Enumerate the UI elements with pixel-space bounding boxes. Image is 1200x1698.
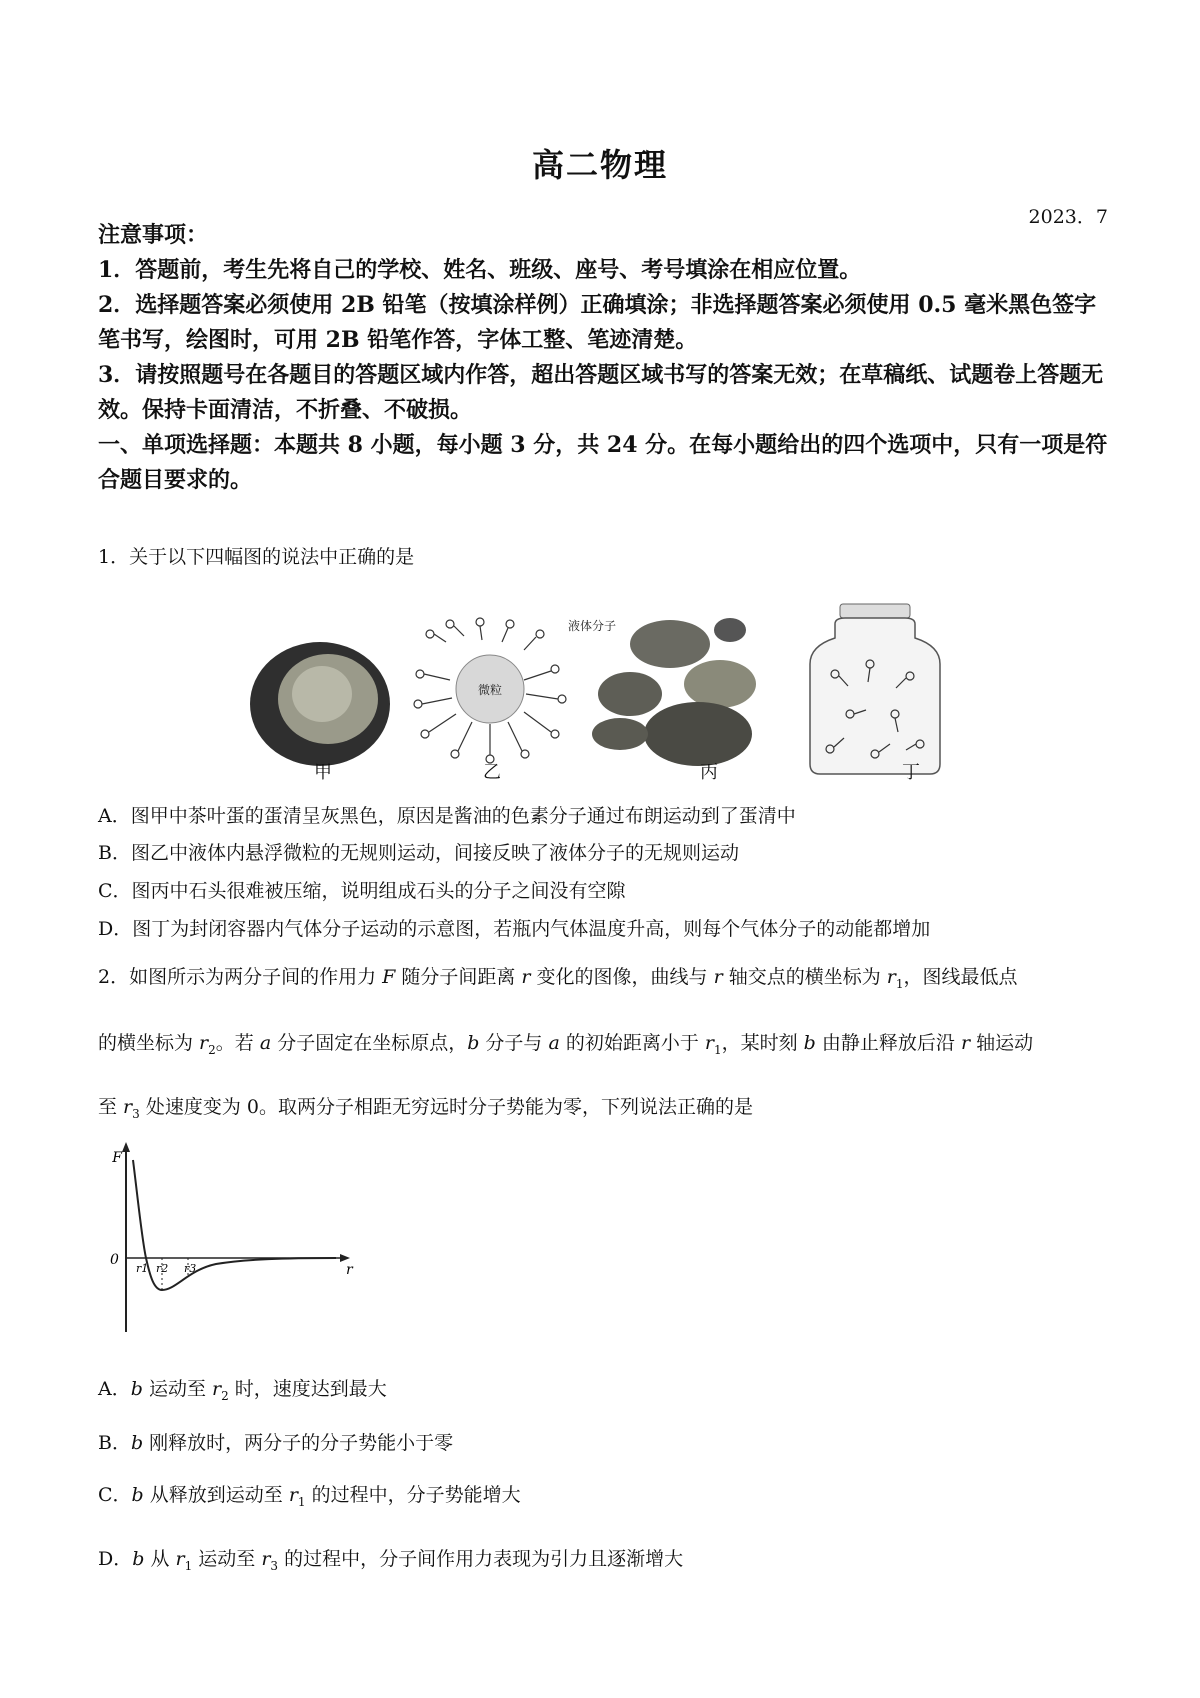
graph-origin: 0 [110, 1252, 119, 1268]
egg-figure [250, 642, 390, 766]
q2-option-d: D．b 从 $r_1$ 运动至 $r_3$ 的过程中，分子间作用力表现为引力且逐渐增大 [98, 1548, 684, 1573]
notice-item-1: 1．答题前，考生先将自己的学校、姓名、班级、座号、考号填涂在相应位置。 [98, 257, 862, 283]
liquid-molecule-label: 液体分子 [568, 619, 617, 633]
section-heading: 一、单项选择题：本题共 8 小题，每小题 3 分，共 24 分。在每小题给出的四个选项中，只有一项是符合题目要求的。 [98, 432, 1108, 493]
q2-option-c: C．b 从释放到运动至 $r_1$ 的过程中，分子势能增大 [98, 1484, 521, 1509]
q2-stem-line-3: 至 $r_3$ 处速度变为 0。取两分子相距无穷远时分子势能为零，下列说法正确的是 [98, 1096, 753, 1121]
graph-x-label: r [346, 1262, 353, 1278]
q1-option-b: B．图乙中液体内悬浮微粒的无规则运动，间接反映了液体分子的无规则运动 [98, 842, 739, 864]
graph-tick-r2: r2 [156, 1262, 169, 1275]
q2-stem-line-1: 2．如图所示为两分子间的作用力 F 随分子间距离 r 变化的图像，曲线与 r 轴交点的横坐标为 $r_1$，图线最低点 [98, 966, 1018, 991]
q1-option-d: D．图丁为封闭容器内气体分子运动的示意图，若瓶内气体温度升高，则每个气体分子的动能都增加 [98, 918, 931, 940]
force-distance-graph [96, 1140, 356, 1340]
stones-figure [592, 618, 756, 766]
q2-option-a: A．b 运动至 $r_2$ 时，速度达到最大 [98, 1378, 387, 1403]
graph-tick-r1: r1 [136, 1262, 149, 1275]
notice-item-3: 3．请按照题号在各题目的答题区域内作答，超出答题区域书写的答案无效；在草稿纸、试题卷上答题无效。保持卡面清洁，不折叠、不破损。 [98, 362, 1104, 423]
graph-y-label: F [112, 1150, 122, 1166]
q1-figures [250, 594, 970, 784]
notice-heading: 注意事项： [98, 222, 209, 248]
figure-label-ding: 丁 [902, 762, 920, 783]
brownian-figure [414, 618, 616, 763]
q1-option-c: C．图丙中石头很难被压缩，说明组成石头的分子之间没有空隙 [98, 880, 626, 902]
q2-stem-line-2: 的横坐标为 $r_2$。若 a 分子固定在坐标原点，b 分子与 a 的初始距离小于 $r_1$，某时刻 b 由静止释放后沿 r 轴运动 [98, 1032, 1034, 1057]
q1-option-a: A．图甲中茶叶蛋的蛋清呈灰黑色，原因是酱油的色素分子通过布朗运动到了蛋清中 [98, 805, 796, 827]
page-title: 高二物理 [531, 146, 668, 184]
exam-date: 2023．7 [1028, 206, 1108, 228]
notice-item-2: 2．选择题答案必须使用 2B 铅笔（按填涂样例）正确填涂；非选择题答案必须使用 0.5 毫米黑色签字笔书写，绘图时，可用 2B 铅笔作答，字体工整、笔迹清楚。 [98, 292, 1097, 353]
q2-option-b: B．b 刚释放时，两分子的分子势能小于零 [98, 1432, 454, 1454]
q1-stem: 1．关于以下四幅图的说法中正确的是 [98, 546, 415, 568]
gas-jar-figure [810, 604, 940, 774]
figure-label-jia: 甲 [314, 762, 332, 783]
figure-label-bing: 丙 [700, 762, 718, 783]
graph-tick-r3: r3 [184, 1262, 197, 1275]
particle-label: 微粒 [477, 683, 503, 697]
figure-label-yi: 乙 [483, 762, 501, 783]
